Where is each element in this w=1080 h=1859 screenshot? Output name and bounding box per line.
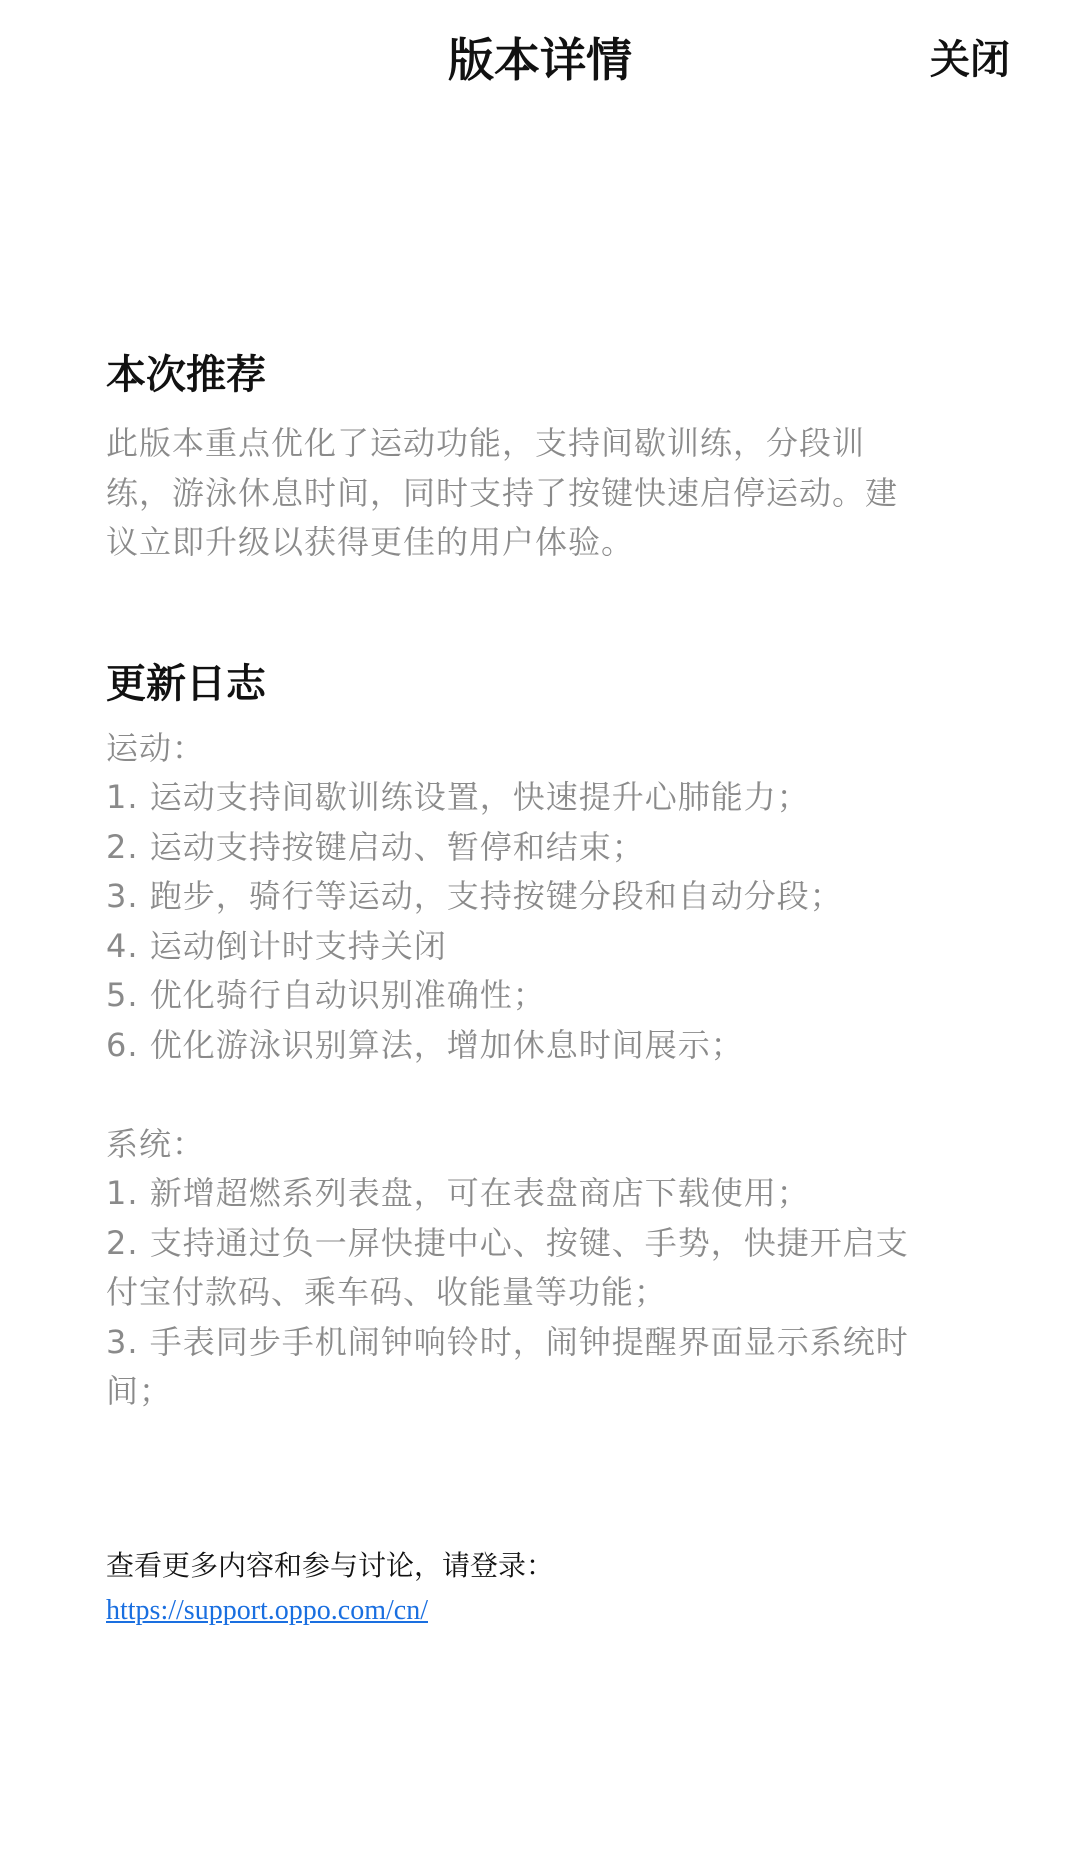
header-bar	[0, 0, 1080, 125]
list-item: 4. 运动倒计时支持关闭	[106, 926, 447, 965]
changelog-section	[106, 654, 986, 1417]
recommend-line: 议立即升级以获得更佳的用户体验。	[106, 523, 635, 561]
changelog-heading: 更新日志	[106, 660, 266, 707]
support-link[interactable]: https://support.oppo.com/cn/	[106, 1595, 428, 1626]
list-item: 间；	[106, 1372, 173, 1410]
sport-title: 运动：	[106, 728, 206, 767]
list-item: 付宝付款码、乘车码、收能量等功能；	[106, 1273, 668, 1311]
spacer	[106, 1070, 986, 1120]
close-button[interactable]: 关闭	[930, 30, 1010, 90]
list-item: 3. 手表同步手机闹钟响铃时，闹钟提醒界面显示系统时	[106, 1322, 909, 1361]
list-item: 1. 运动支持间歇训练设置，快速提升心肺能力；	[106, 778, 810, 816]
list-item: 2. 支持通过负一屏快捷中心、按键、手势，快捷开启支	[106, 1223, 909, 1262]
list-item: 3. 跑步，骑行等运动，支持按键分段和自动分段；	[106, 877, 843, 915]
recommend-heading: 本次推荐	[106, 352, 266, 398]
system-title: 系统：	[106, 1124, 206, 1163]
recommend-description	[106, 419, 986, 568]
list-item: 1. 新增超燃系列表盘，可在表盘商店下载使用；	[106, 1174, 810, 1212]
changelog-body	[106, 724, 986, 1417]
page-title: 版本详情	[448, 33, 632, 87]
list-item: 5. 优化骑行自动识别准确性；	[106, 976, 546, 1014]
recommend-section	[106, 345, 986, 568]
recommend-line: 此版本重点优化了运动功能，支持间歇训练，分段训	[106, 424, 866, 462]
footer	[106, 1543, 986, 1633]
list-item: 2. 运动支持按键启动、暂停和结束；	[106, 827, 645, 866]
main-content	[106, 345, 986, 1417]
list-item: 6. 优化游泳识别算法，增加休息时间展示；	[106, 1025, 744, 1064]
recommend-line: 练，游泳休息时间，同时支持了按键快速启停运动。建	[106, 473, 899, 512]
footer-text: 查看更多内容和参与讨论，请登录：	[106, 1549, 555, 1582]
